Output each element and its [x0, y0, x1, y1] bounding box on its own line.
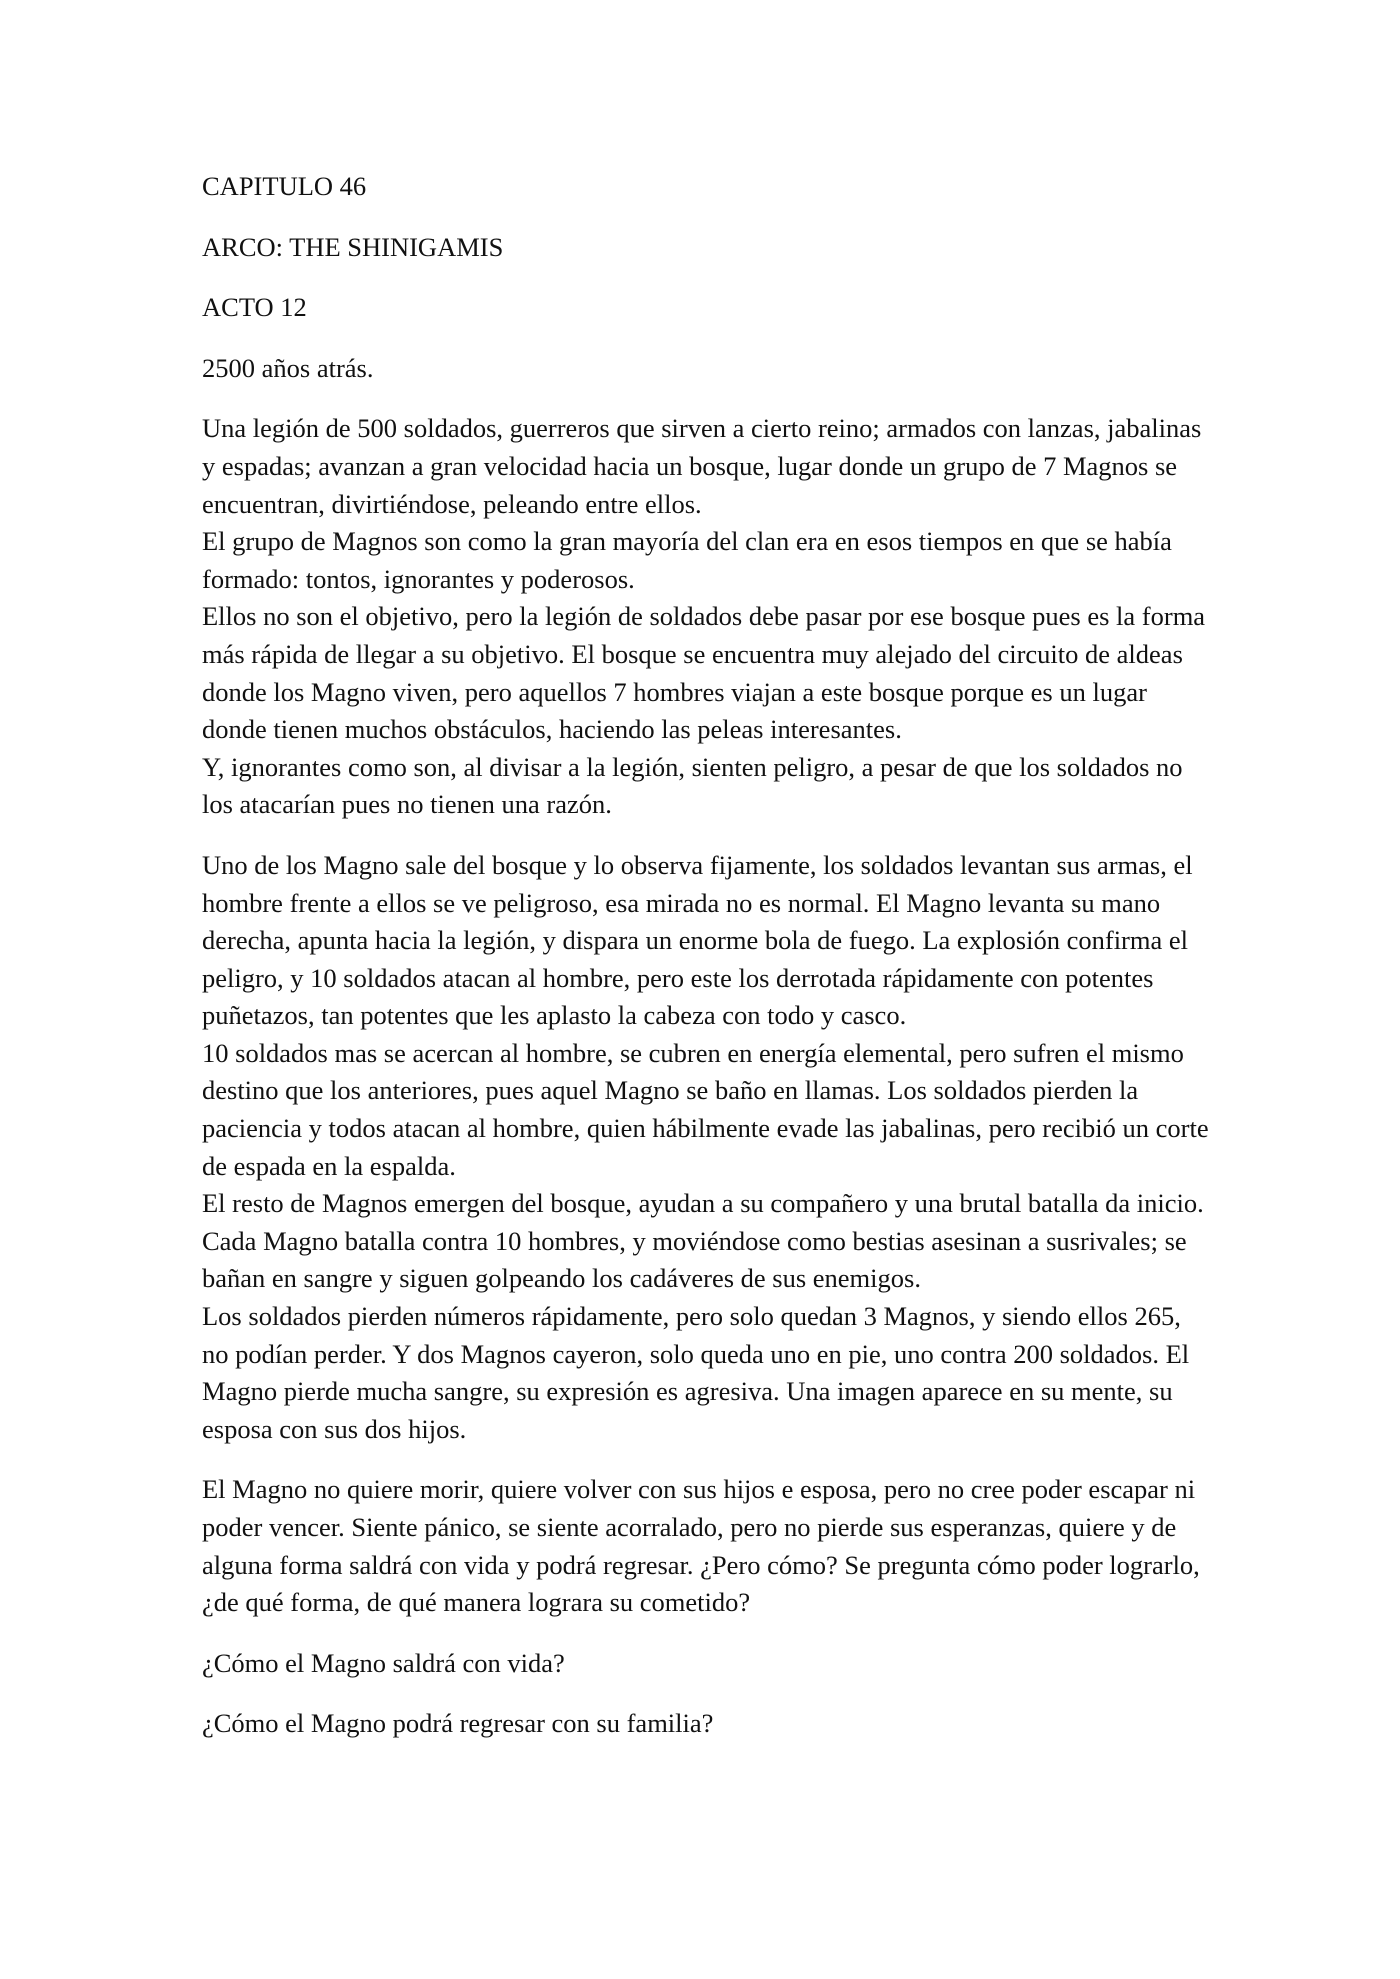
paragraph: El grupo de Magnos son como la gran mayoría del clan era en esos tiempos en que se había formado: tontos, ignorantes y poderosos. [202, 526, 1172, 594]
question-line: ¿Cómo el Magno podrá regresar con su familia? [202, 1708, 714, 1739]
paragraph: Y, ignorantes como son, al divisar a la legión, sienten peligro, a pesar de que los soldados no los atacarían pues no tienen una razón. [202, 751, 1183, 820]
question-line: ¿Cómo el Magno saldrá con vida? [202, 1647, 565, 1678]
time-marker: 2500 años atrás. [202, 352, 374, 383]
document-body [202, 168, 1212, 1743]
paragraph: El Magno no quiere morir, quiere volver con sus hijos e esposa, pero no cree poder escapar ni poder vencer. Siente pánico, se siente acorralado, pero no pierde sus esperanzas, quiere y de alguna forma saldrá con vida y podrá regresar. ¿Pero cómo? Se pregunta cómo poder lograrlo, ¿de qué forma, de qué manera lograra su cometido? [202, 1474, 1200, 1618]
paragraph: Uno de los Magno sale del bosque y lo observa fijamente, los soldados levantan sus armas, el hombre frente a ellos se ve peligroso, esa mirada no es normal. El Magno levanta su mano derecha, apunta hacia la legión, y dispara un enorme bola de fuego. La explosión confirma el peligro, y 10 soldados atacan al hombre, pero este los derrotada rápidamente con potentes puñetazos, tan potentes que les aplasto la cabeza con todo y casco. [202, 849, 1193, 1031]
paragraph: Ellos no son el objetivo, pero la legión de soldados debe pasar por ese bosque pues es la forma más rápida de llegar a su objetivo. El bosque se encuentra muy alejado del circuito de aldeas donde los Magno viven, pero aquellos 7 hombres viajan a este bosque porque es un lugar donde tienen muchos obstáculos, haciendo las peleas interesantes. [202, 601, 1206, 745]
paragraph: Una legión de 500 soldados, guerreros que sirven a cierto reino; armados con lanzas, jabalinas y espadas; avanzan a gran velocidad hacia un bosque, lugar donde un grupo de 7 Magnos se encuentran, divirtiéndose, peleando entre ellos. [202, 413, 1202, 519]
arc-title: ARCO: THE SHINIGAMIS [202, 231, 504, 262]
chapter-title: CAPITULO 46 [202, 171, 367, 201]
paragraph: 10 soldados mas se acercan al hombre, se cubren en energía elemental, pero sufren el mismo destino que los anteriores, pues aquel Magno se baño en llamas. Los soldados pierden la paciencia y todos atacan al hombre, quien hábilmente evade las jabalinas, pero recibió un corte de espada en la espalda. [202, 1037, 1209, 1181]
paragraph: El resto de Magnos emergen del bosque, ayudan a su compañero y una brutal batalla da inicio. Cada Magno batalla contra 10 hombres, y moviéndose como bestias asesinan a susrivales; se bañan en sangre y siguen golpeando los cadáveres de sus enemigos. [202, 1188, 1204, 1294]
paragraph: Los soldados pierden números rápidamente, pero solo quedan 3 Magnos, y siendo ellos 265, no podían perder. Y dos Magnos cayeron, solo queda uno en pie, uno contra 200 soldados. El Magno pierde mucha sangre, su expresión es agresiva. Una imagen aparece en su mente, su esposa con sus dos hijos. [202, 1301, 1190, 1444]
act-title: ACTO 12 [202, 292, 307, 323]
